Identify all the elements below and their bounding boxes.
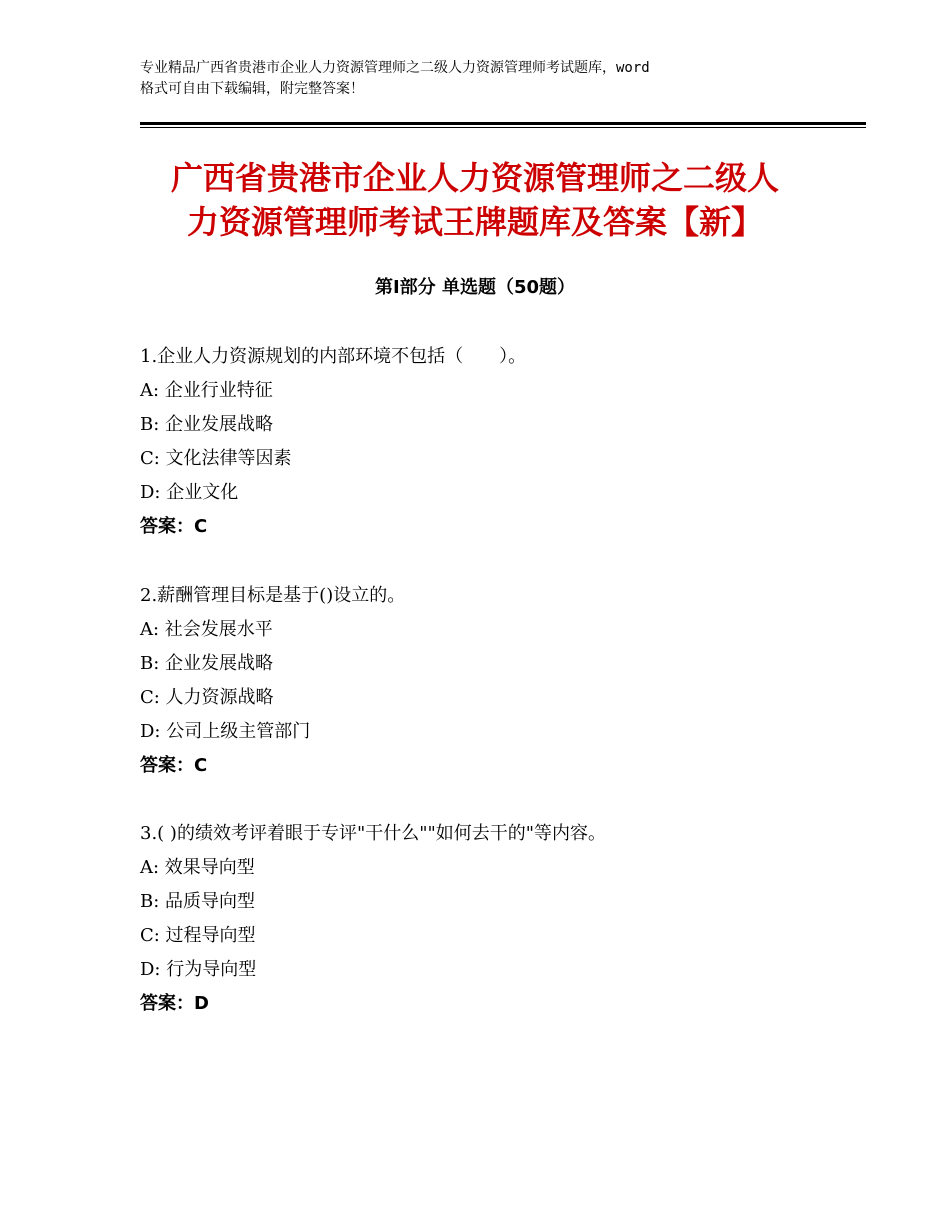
- question-1: [140, 340, 860, 544]
- option-c: C: 文化法律等因素: [140, 448, 292, 469]
- header-divider-thin: [140, 127, 866, 128]
- option-c: C: 过程导向型: [140, 925, 256, 946]
- question-stem: 1.企业人力资源规划的内部环境不包括（ ）。: [140, 346, 527, 367]
- document-title-line-2: 力资源管理师考试王牌题库及答案【新】: [186, 203, 763, 241]
- header-note-line-2: 格式可自由下载编辑，附完整答案！: [140, 81, 364, 97]
- header-note: [140, 58, 840, 100]
- document-title-line-1: 广西省贵港市企业人力资源管理师之二级人: [170, 159, 779, 197]
- option-a: A: 效果导向型: [140, 857, 255, 878]
- option-b: B: 品质导向型: [140, 891, 256, 912]
- option-a: A: 企业行业特征: [140, 380, 273, 401]
- question-3: [140, 817, 860, 1021]
- section-title: 第Ⅰ部分 单选题（50题）: [374, 277, 575, 298]
- option-d: D: 公司上级主管部门: [140, 721, 311, 742]
- option-c: C: 人力资源战略: [140, 687, 274, 708]
- option-b: B: 企业发展战略: [140, 653, 274, 674]
- option-d: D: 行为导向型: [140, 959, 257, 980]
- header-divider-thick: [140, 122, 866, 125]
- answer: 答案：C: [140, 516, 208, 537]
- option-d: D: 企业文化: [140, 482, 239, 503]
- document-title: [100, 156, 850, 244]
- question-stem: 3.( )的绩效考评着眼于专评"干什么""如何去干的"等内容。: [140, 823, 607, 844]
- question-2: [140, 579, 860, 783]
- header-note-line-1: 专业精品广西省贵港市企业人力资源管理师之二级人力资源管理师考试题库，word: [140, 60, 650, 76]
- question-stem: 2.薪酬管理目标是基于()设立的。: [140, 585, 406, 606]
- answer: 答案：D: [140, 993, 209, 1014]
- answer: 答案：C: [140, 755, 208, 776]
- option-b: B: 企业发展战略: [140, 414, 274, 435]
- option-a: A: 社会发展水平: [140, 619, 273, 640]
